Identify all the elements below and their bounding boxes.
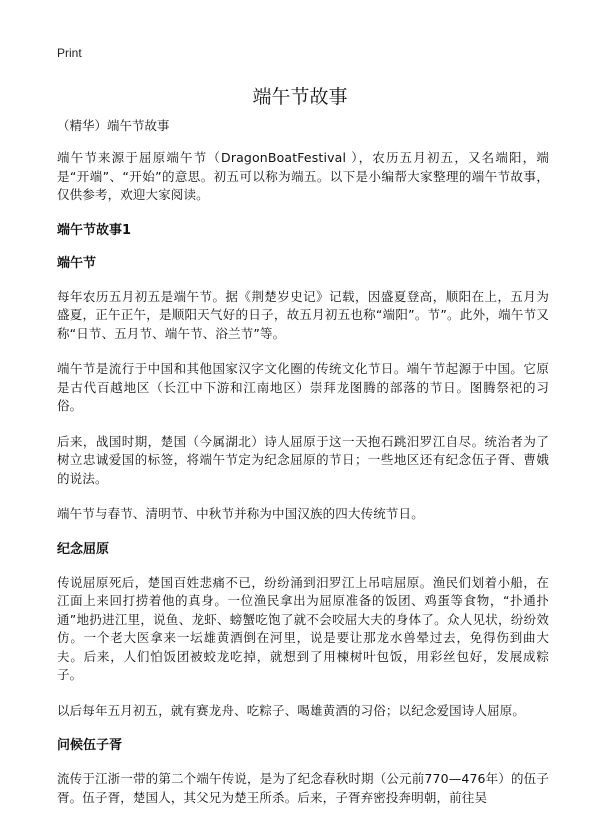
section-heading-duanwu: 端午节 xyxy=(57,255,97,271)
intro-paragraph: 端午节来源于屈原端午节（DragonBoatFestival ），农历五月初五，又名端阳，端是“开端”、“开始”的意思。初五可以称为端五。以下是小编帮大家整理的端午节故事，仅供参考，欢迎大家阅读。 xyxy=(57,150,549,202)
section-heading-story-1: 端午节故事1 xyxy=(57,222,132,238)
paragraph-customs: 以后每年五月初五，就有赛龙舟、吃粽子、喝雄黄酒的习俗；以纪念爱国诗人屈原。 xyxy=(57,702,526,718)
paragraph-qu-yuan: 后来，战国时期，楚国（今属湖北）诗人屈原于这一天抱石跳汨罗江自尽。统治者为了树立忠诚爱国的标签，将端午节定为纪念屈原的节日；一些地区还有纪念伍子胥、曹娥的说法。 xyxy=(57,433,549,486)
paragraph-origin-date: 每年农历五月初五是端午节。据《荆楚岁史记》记载，因盛夏登高，顺阳在上，五月为盛夏，正午正午，是顺阳天气好的日子，故五月初五也称“端阳”。节”。此外，端午节又称“日节、五月节、端午节、浴兰节”等。 xyxy=(57,288,549,341)
paragraph-origin-culture: 端午节是流行于中国和其他国家汉字文化圈的传统文化节日。端午节起源于中国。它原是古代百越地区（长江中下游和江南地区）崇拜龙图腾的部落的节日。图腾祭祀的习俗。 xyxy=(57,361,549,413)
paragraph-wu-zixu: 流传于江浙一带的第二个端午传说，是为了纪念春秋时期（公元前770—476年）的伍子胥。伍子胥，楚国人，其父兄为楚王所杀。后来，子胥弃密投奔明朝，前往吴 xyxy=(57,771,549,805)
paragraph-legend: 传说屈原死后，楚国百姓悲痛不已，纷纷涌到汨罗江上吊唁屈原。渔民们划着小船，在江面上来回打捞着他的真身。一位渔民拿出为屈原准备的饭团、鸡蛋等食物，“扑通扑通”地扔进江里，说鱼、龙虾、螃蟹吃饱了就不会咬屈大夫的身体了。众人见状，纷纷效仿。一个老大医拿来一坛雄黄酒倒在河里，说是要让那龙水兽晕过去，免得伤到曲大夫。后来，人们怕饭团被蛟龙吃掉，就想到了用楝树叶包饭，用彩丝包好，发展成粽子。 xyxy=(57,574,549,682)
section-heading-commemorate-qu-yuan: 纪念屈原 xyxy=(57,541,110,557)
section-heading-wu-zixu: 问候伍子胥 xyxy=(57,738,123,753)
document-body xyxy=(57,117,549,824)
paragraph-four-festivals: 端午节与春节、清明节、中秋节并称为中国汉族的四大传统节日。 xyxy=(57,506,424,521)
document-title: 端午节故事 xyxy=(252,86,348,108)
print-link[interactable]: Print xyxy=(57,46,82,60)
document-subtitle: （精华）端午节故事 xyxy=(57,118,170,133)
